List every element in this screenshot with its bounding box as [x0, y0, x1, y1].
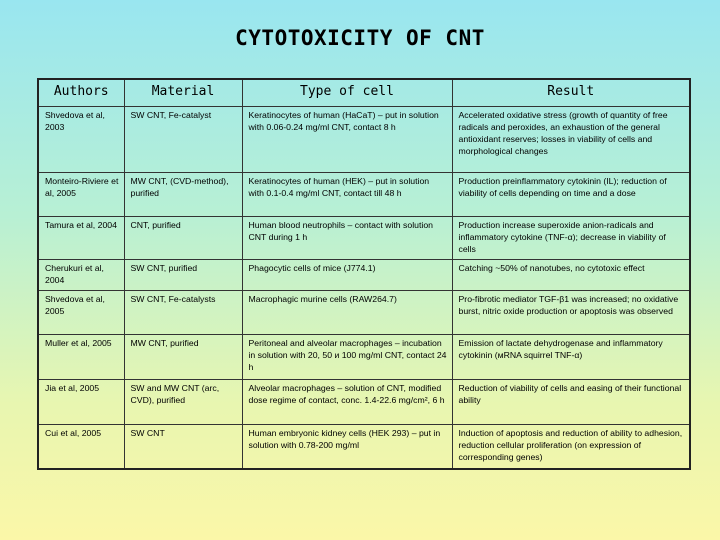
table-header-row	[38, 79, 690, 107]
cell-material: SW CNT, purified	[124, 260, 242, 291]
cell-result: Production increase superoxide anion-radicals and inflammatory cytokine (TNF-α); decrease in viability of cells	[452, 217, 690, 260]
cell-material: SW CNT, Fe-catalysts	[124, 291, 242, 335]
column-header-type-of-cell: Type of cell	[242, 79, 452, 107]
table-row	[38, 107, 690, 173]
cell-type-of-cell: Macrophagic murine cells (RAW264.7)	[242, 291, 452, 335]
cell-authors: Cui et al, 2005	[38, 425, 124, 469]
table-row	[38, 173, 690, 217]
cell-material: SW CNT, Fe-catalyst	[124, 107, 242, 173]
cell-material: SW CNT	[124, 425, 242, 469]
cell-result: Pro-fibrotic mediator TGF-β1 was increased; no oxidative burst, nitric oxide production or apoptosis was observed	[452, 291, 690, 335]
cell-authors: Monteiro-Riviere et al, 2005	[38, 173, 124, 217]
cell-authors: Muller et al, 2005	[38, 335, 124, 380]
cell-authors: Tamura et al, 2004	[38, 217, 124, 260]
cell-authors: Shvedova et al, 2003	[38, 107, 124, 173]
table-row	[38, 425, 690, 469]
cell-type-of-cell: Peritoneal and alveolar macrophages – incubation in solution with 20, 50 и 100 mg/ml CNT, contact 24 h	[242, 335, 452, 380]
cell-type-of-cell: Keratinocytes of human (HEK) – put in solution with 0.1-0.4 mg/ml CNT, contact till 48 h	[242, 173, 452, 217]
cell-type-of-cell: Human embryonic kidney cells (HEK 293) – put in solution with 0.78-200 mg/ml	[242, 425, 452, 469]
cell-material: CNT, purified	[124, 217, 242, 260]
table-row	[38, 291, 690, 335]
cell-authors: Jia et al, 2005	[38, 380, 124, 425]
cell-authors: Shvedova et al, 2005	[38, 291, 124, 335]
cell-material: SW and MW CNT (arc, CVD), purified	[124, 380, 242, 425]
cell-result: Accelerated oxidative stress (growth of quantity of free radicals and peroxides, an exhaustion of the general antioxidant reserves; losses in viability of cells and morphological changes	[452, 107, 690, 173]
column-header-material: Material	[124, 79, 242, 107]
cell-result: Production preinflammatory cytokinin (IL); reduction of viability of cells depending on time and a dose	[452, 173, 690, 217]
cell-authors: Cherukuri et al, 2004	[38, 260, 124, 291]
cytotoxicity-table	[37, 78, 691, 470]
cell-type-of-cell: Alveolar macrophages – solution of CNT, modified dose regime of contact, conc. 1.4-22.6 mg/cm², 6 h	[242, 380, 452, 425]
table-row	[38, 380, 690, 425]
column-header-result: Result	[452, 79, 690, 107]
cell-result: Induction of apoptosis and reduction of ability to adhesion, reduction cellular proliferation (on expression of corresponding genes)	[452, 425, 690, 469]
cell-result: Reduction of viability of cells and easing of their functional ability	[452, 380, 690, 425]
table-row	[38, 260, 690, 291]
table-row	[38, 335, 690, 380]
cell-type-of-cell: Keratinocytes of human (HaCaT) – put in solution with 0.06-0.24 mg/ml CNT, contact 8 h	[242, 107, 452, 173]
cell-material: MW CNT, (CVD-method), purified	[124, 173, 242, 217]
page-title: CYTOTOXICITY OF CNT	[235, 26, 485, 50]
cell-result: Emission of lactate dehydrogenase and inflammatory cytokinin (мRNA squirrel TNF-α)	[452, 335, 690, 380]
cell-material: MW CNT, purified	[124, 335, 242, 380]
table-row	[38, 217, 690, 260]
cell-type-of-cell: Phagocytic cells of mice (J774.1)	[242, 260, 452, 291]
column-header-authors: Authors	[38, 79, 124, 107]
cell-result: Catching ~50% of nanotubes, no cytotoxic effect	[452, 260, 690, 291]
cell-type-of-cell: Human blood neutrophils – contact with solution CNT during 1 h	[242, 217, 452, 260]
